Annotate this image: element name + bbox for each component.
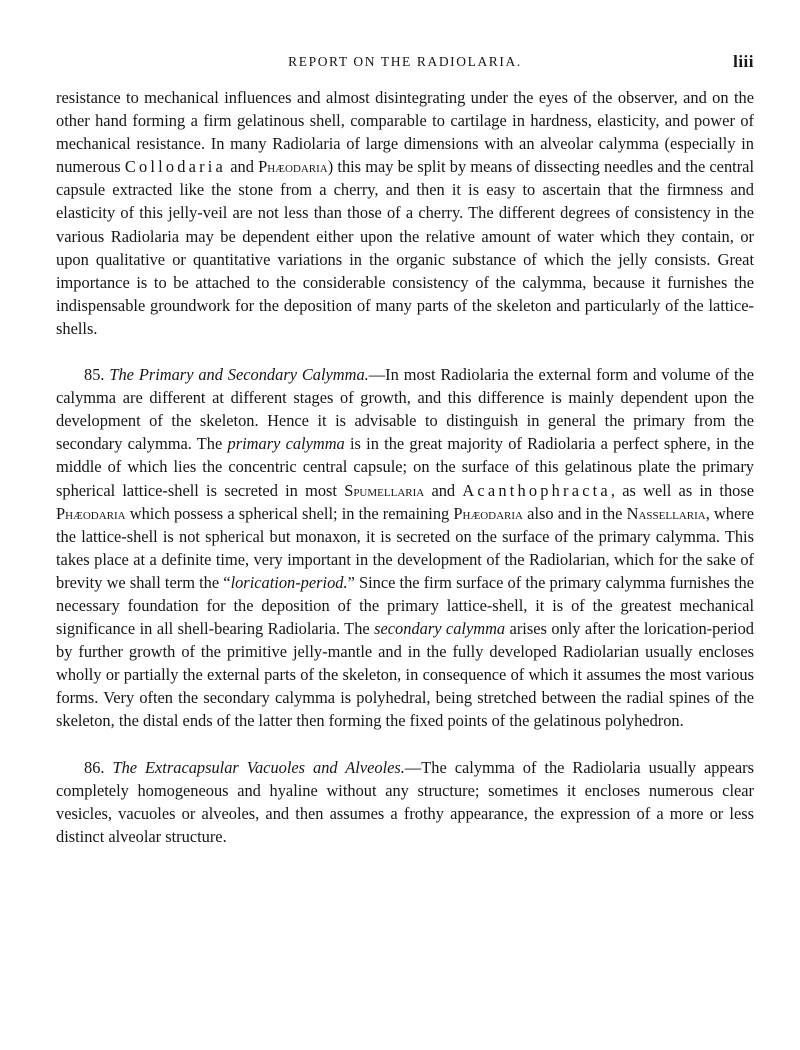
term-secondary-calymma: secondary calymma [374, 619, 506, 639]
p1-text-1: resistance to mechanical influences and almost disintegrating under the eyes of the observer, and on the other hand forming a firm gelatinous shell, comparable to cartilage in hardness, elasticity, and power of mechanical resistance. In many Radiolaria of large dimensions with an alveolar calymma (especially in numerous [56, 88, 754, 177]
p3-text-1: —The calymma of the Radiolaria usually appears completely homogeneous and hyaline without any structure; sometimes it encloses numerous clear vesicles, vacuoles or alveoles, and then assumes a frothy appearance, the expression of a more or less distinct alveolar structure. [56, 757, 754, 846]
p2-text-7: , where the lattice-shell is not spherical but monaxon, it is secreted on the surface of the primary calymma. This takes place at a definite time, very important in the development of the Radiolarian, which for the sake of brevity we shall term the “ [56, 503, 754, 592]
term-nassellaria: Nassellaria [626, 503, 706, 523]
term-acanthophracta: Acanthophracta [462, 480, 611, 500]
p1-text-2: and [226, 157, 259, 177]
term-collodaria: Collodaria [124, 157, 227, 177]
p2-text-6: also and in the [523, 503, 627, 523]
p2-text-5: which possess a spherical shell; in the remaining [125, 503, 454, 523]
term-primary-calymma: primary calymma [227, 434, 345, 454]
p2-text-2: is in the great majority of Radiolaria a perfect sphere, in the middle of which lies the concentric central capsule; on the surface of this gelatinous plate the primary spherical lattice-shell is secreted in most [56, 434, 754, 500]
section-85 [56, 363, 754, 733]
term-lorication-period: lorication-period. [230, 572, 348, 592]
term-phaeodaria-2: Phæodaria [453, 503, 524, 523]
section-86-heading: The Extracapsular Vacuoles and Alveoles. [112, 757, 405, 777]
paragraph-gap [56, 733, 754, 756]
term-phaeodaria: Phæodaria [258, 157, 328, 177]
paragraph-continued [56, 86, 754, 340]
section-86 [56, 756, 754, 848]
p2-text-3: and [424, 480, 463, 500]
section-85-heading: The Primary and Secondary Calymma. [109, 365, 369, 385]
p2-text-9: arises only after the lorication-period by further growth of the primitive jelly-mantle and in the fully developed Radiolarian usually encloses wholly or partially the external parts of the skeleton, in consequence of which it assumes the most various forms. Very often the secondary calymma is polyhedral, being stretched between the radial spines of the skeleton, the distal ends of the latter then forming the fixed points of the gelatinous polyhedron. [56, 619, 754, 731]
section-86-number: 86. [84, 757, 113, 777]
p2-text-1: —In most Radiolaria the external form and volume of the calymma are different at different stages of growth, and this difference is mainly dependent upon the development of the skeleton. Hence it is advisable to distinguish in general the primary from the secondary calymma. The [56, 365, 755, 454]
term-spumellaria: Spumellaria [344, 480, 425, 500]
running-title: REPORT ON THE RADIOLARIA. [288, 54, 522, 69]
paragraph-gap [56, 340, 754, 363]
p2-text-4: , as well as in those [610, 480, 754, 500]
section-85-number: 85. [84, 365, 110, 385]
body-text [56, 86, 754, 848]
page-number: liii [733, 52, 754, 71]
running-header [56, 50, 754, 74]
term-phaeodaria-1: Phæodaria [56, 503, 126, 523]
p1-text-3: ) this may be split by means of dissecting needles and the central capsule extracted like the stone from a cherry, and then it is easy to ascertain that the firmness and elasticity of this jelly-veil are not less than those of a cherry. The different degrees of consistency in the various Radiolaria may be dependent either upon the relative amount of water which they contain, or upon qualitative or quantitative variations in the organic substance of which the jelly consists. Great importance is to be attached to the considerable consistency of the calymma, because it furnishes the indispensable groundwork for the deposition of many parts of the skeleton and particularly of the lattice-shells. [56, 157, 754, 338]
p2-text-8: ” Since the firm surface of the primary calymma furnishes the necessary foundation for the deposition of the primary lattice-shell, it is of the greatest mechanical significance in all shell-bearing Radiolaria. The [56, 572, 754, 639]
